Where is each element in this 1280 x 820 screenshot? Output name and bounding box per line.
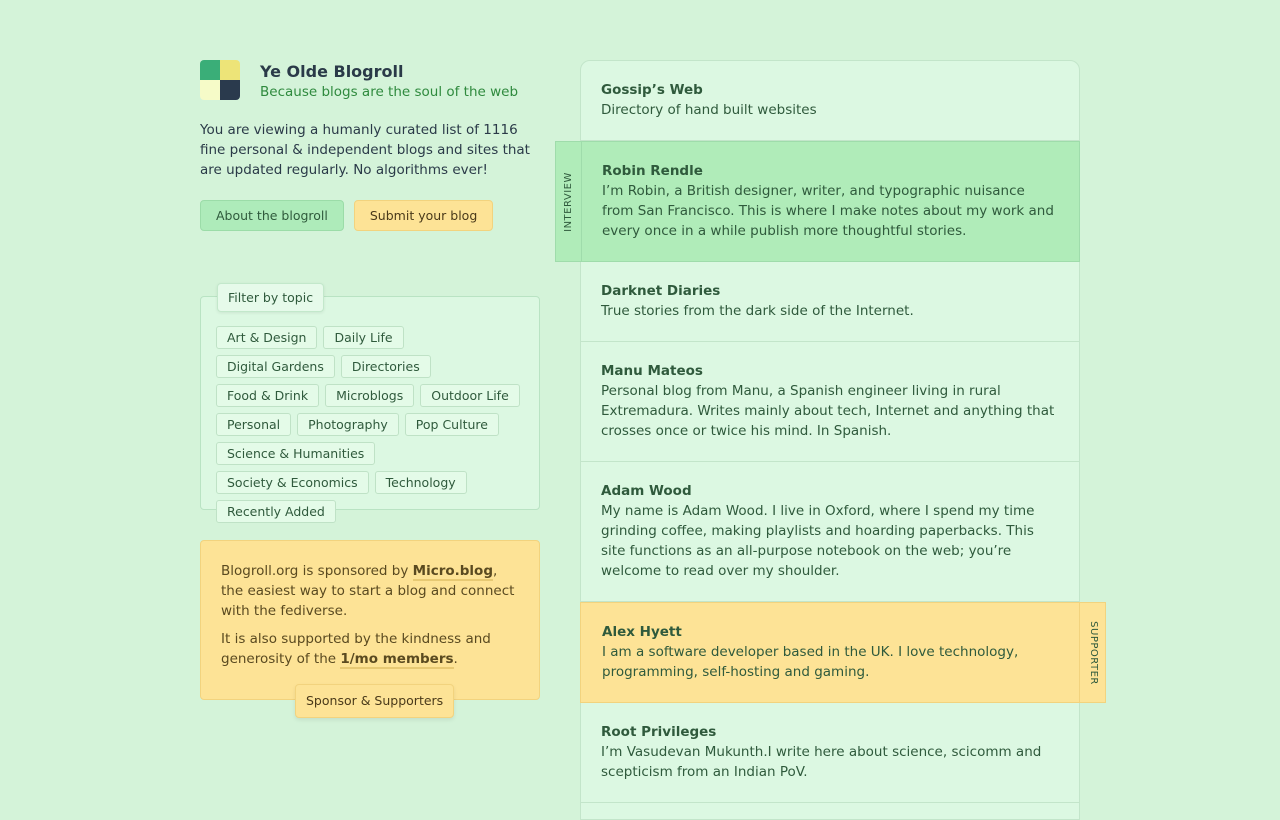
blog-list-item[interactable]: [581, 61, 1079, 141]
site-title[interactable]: Ye Olde Blogroll: [260, 62, 404, 81]
blog-list-item[interactable]: [580, 602, 1106, 703]
about-button[interactable]: About the blogroll: [200, 200, 344, 231]
blog-list-item[interactable]: [581, 462, 1079, 602]
topic-tag[interactable]: Science & Humanities: [216, 442, 375, 465]
supporter-badge: [1079, 603, 1105, 702]
blog-name[interactable]: Alex Hyett: [602, 624, 682, 640]
logo-icon[interactable]: [200, 60, 240, 100]
sponsor-text: [221, 561, 519, 621]
topic-tag[interactable]: Outdoor Life: [420, 384, 520, 407]
blog-list: [562, 60, 1099, 820]
blog-list-item[interactable]: [581, 342, 1079, 462]
topic-tag[interactable]: Art & Design: [216, 326, 317, 349]
intro-text: You are viewing a humanly curated list of 1116 fine personal & independent blogs and sites that are updated regularly. No algorithms ever!: [200, 122, 530, 178]
topic-tag[interactable]: Recently Added: [216, 500, 336, 523]
site-tagline: Because blogs are the soul of the web: [260, 84, 519, 100]
blog-list-item[interactable]: [555, 141, 1080, 262]
sponsor-text-2: , the easiest way to start a blog and connect with the fediverse.: [221, 563, 515, 619]
blog-name[interactable]: Robin Rendle: [602, 163, 703, 179]
members-link[interactable]: 1/mo members: [340, 651, 454, 667]
blog-name[interactable]: Root Privileges: [601, 724, 717, 740]
filter-label: Filter by topic: [217, 283, 324, 312]
blog-list-item[interactable]: [581, 262, 1079, 342]
blog-description: I’m Vasudevan Mukunth.I write here about science, scicomm and scepticism from an Indian PoV.: [601, 744, 1042, 780]
sidebar: [200, 60, 540, 231]
sponsor-text-1: Blogroll.org is sponsored by: [221, 563, 413, 579]
blog-list-item[interactable]: [581, 703, 1079, 803]
blog-description: My name is Adam Wood. I live in Oxford, where I spend my time grinding coffee, making playlists and hoarding paperbacks. This site functions as an all-purpose notebook on the web; you’re welcome to read over my shoulder.: [601, 503, 1035, 579]
topic-tag[interactable]: Digital Gardens: [216, 355, 335, 378]
sponsor-box: [200, 540, 540, 708]
blog-name[interactable]: Darknet Diaries: [601, 283, 721, 299]
topic-filter: [200, 290, 540, 519]
topic-tag[interactable]: Pop Culture: [405, 413, 499, 436]
blog-description: True stories from the dark side of the Internet.: [601, 303, 914, 319]
sponsor-supporters-button[interactable]: Sponsor & Supporters: [295, 684, 454, 718]
interview-badge: [556, 142, 582, 261]
topic-tag[interactable]: Microblogs: [325, 384, 414, 407]
blog-description: I am a software developer based in the UK. I love technology, programming, self-hosting and gaming.: [602, 644, 1019, 680]
topic-tag[interactable]: Food & Drink: [216, 384, 319, 407]
submit-blog-button[interactable]: Submit your blog: [354, 200, 493, 231]
blog-description: Personal blog from Manu, a Spanish engineer living in rural Extremadura. Writes mainly about tech, Internet and anything that crosses once or twice his mind. In Spanish.: [601, 383, 1055, 439]
site-header: [200, 60, 540, 100]
topic-tag[interactable]: Daily Life: [323, 326, 403, 349]
micro-blog-link[interactable]: Micro.blog: [412, 563, 493, 579]
topic-tag[interactable]: Technology: [375, 471, 467, 494]
supporters-text: [221, 629, 519, 669]
blog-name[interactable]: Manu Mateos: [601, 363, 703, 379]
badge-label: INTERVIEW: [562, 171, 574, 232]
topic-tag[interactable]: Personal: [216, 413, 291, 436]
blog-name[interactable]: Adam Wood: [601, 483, 692, 499]
topic-tag[interactable]: Photography: [297, 413, 399, 436]
blog-name[interactable]: Gossip’s Web: [601, 82, 703, 98]
topic-tag[interactable]: Society & Economics: [216, 471, 369, 494]
blog-description: Directory of hand built websites: [601, 102, 817, 118]
supporters-text-1: It is also supported by the kindness and generosity of the: [221, 631, 491, 667]
badge-label: SUPPORTER: [1087, 620, 1099, 685]
blog-description: I’m Robin, a British designer, writer, and typographic nuisance from San Francisco. This is where I make notes about my work and every once in a while publish more thoughtful stories.: [602, 183, 1054, 239]
topic-tag[interactable]: Directories: [341, 355, 431, 378]
supporters-text-2: .: [453, 651, 458, 667]
